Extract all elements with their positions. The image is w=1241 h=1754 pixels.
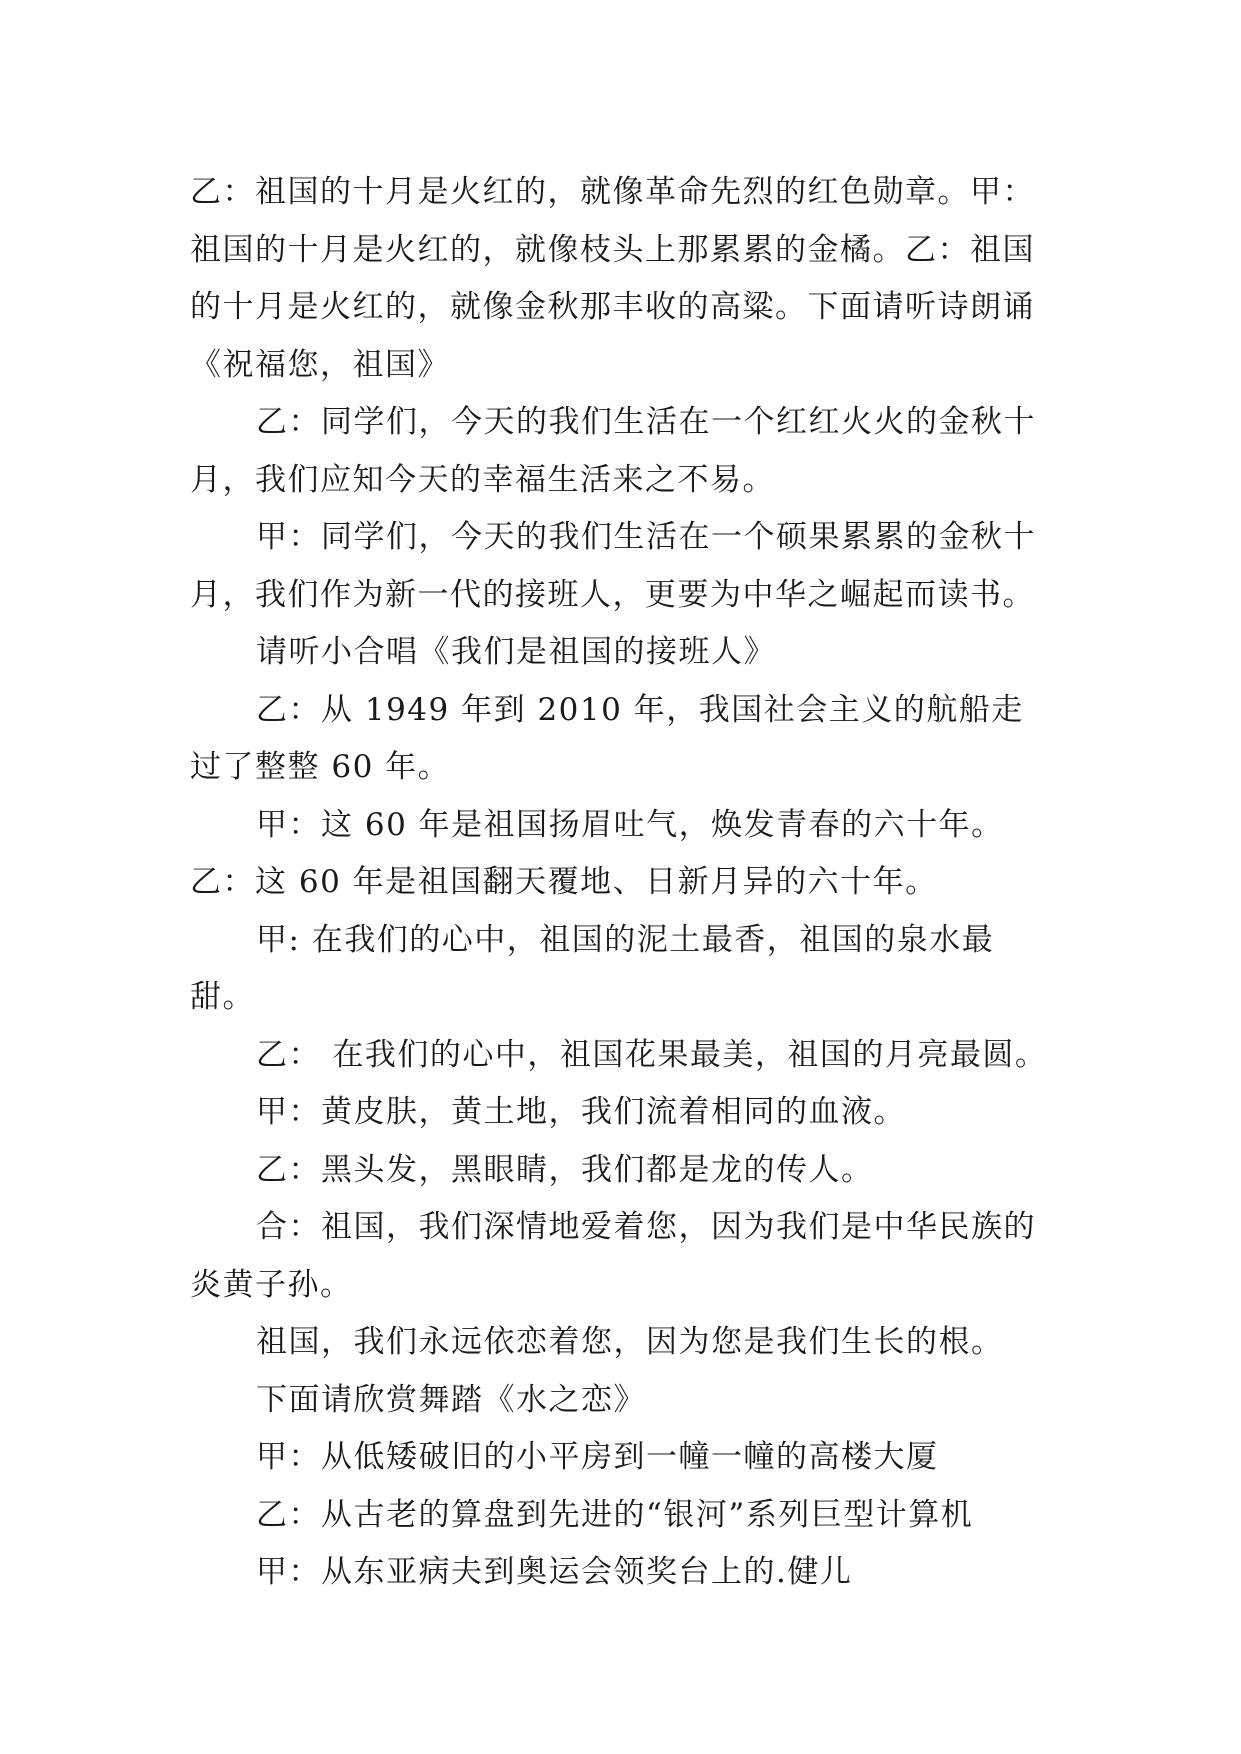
- paragraph-opening-dialogue: 乙：祖国的十月是火红的，就像革命先烈的红色勋章。甲：祖国的十月是火红的，就像枝头上那累累的金橘。乙：祖国的十月是火红的，就像金秋那丰收的高粱。下面请听诗朗诵《祝福您，祖国》: [190, 174, 1035, 383]
- paragraph-yi-abacus-to-computer: 乙：从古老的算盘到先进的“银河”系列巨型计算机: [256, 1496, 974, 1533]
- paragraph-yi-1949-2010: 乙：从 1949 年到 2010 年，我国社会主义的航船走过了整整 60 年。: [190, 691, 1024, 785]
- document-body: [190, 164, 1050, 1602]
- paragraph-yi-students-golden-autumn: 乙：同学们，今天的我们生活在一个红红火火的金秋十月，我们应知今天的幸福生活来之不易。: [190, 404, 1036, 498]
- paragraph-motherland-roots: 祖国，我们永远依恋着您，因为您是我们生长的根。: [256, 1324, 1004, 1360]
- paragraph-jia-students-successors: 甲：同学们，今天的我们生活在一个硕果累累的金秋十月，我们作为新一代的接班人，更要为中华之崛起而读书。: [190, 519, 1036, 613]
- paragraph-jia-sixty-years: 甲：这 60 年是祖国扬眉吐气，焕发青春的六十年。乙：这 60 年是祖国翻天覆地、日新月异的六十年。: [190, 806, 1004, 900]
- paragraph-yi-in-our-hearts: 乙： 在我们的心中，祖国花果最美，祖国的月亮最圆。: [256, 1036, 1048, 1073]
- paragraph-jia-yellow-skin: 甲：黄皮肤，黄土地，我们流着相同的血液。: [256, 1094, 906, 1130]
- paragraph-yi-black-hair: 乙：黑头发，黑眼睛，我们都是龙的传人。: [256, 1151, 874, 1188]
- paragraph-dance-announcement: 下面请欣赏舞踏《水之恋》: [256, 1381, 646, 1418]
- paragraph-chorus-announcement: 请听小合唱《我们是祖国的接班人》: [256, 634, 776, 670]
- paragraph-together-love: 合：祖国，我们深情地爱着您，因为我们是中华民族的炎黄子孙。: [190, 1209, 1036, 1303]
- paragraph-jia-olympic-podium: 甲：从东亚病夫到奥运会领奖台上的.健儿: [256, 1554, 853, 1590]
- paragraph-jia-in-our-hearts: 甲: 在我们的心中，祖国的泥土最香，祖国的泉水最甜。: [190, 921, 995, 1015]
- paragraph-jia-bungalow-to-skyscraper: 甲：从低矮破旧的小平房到一幢一幢的高楼大厦: [256, 1439, 939, 1475]
